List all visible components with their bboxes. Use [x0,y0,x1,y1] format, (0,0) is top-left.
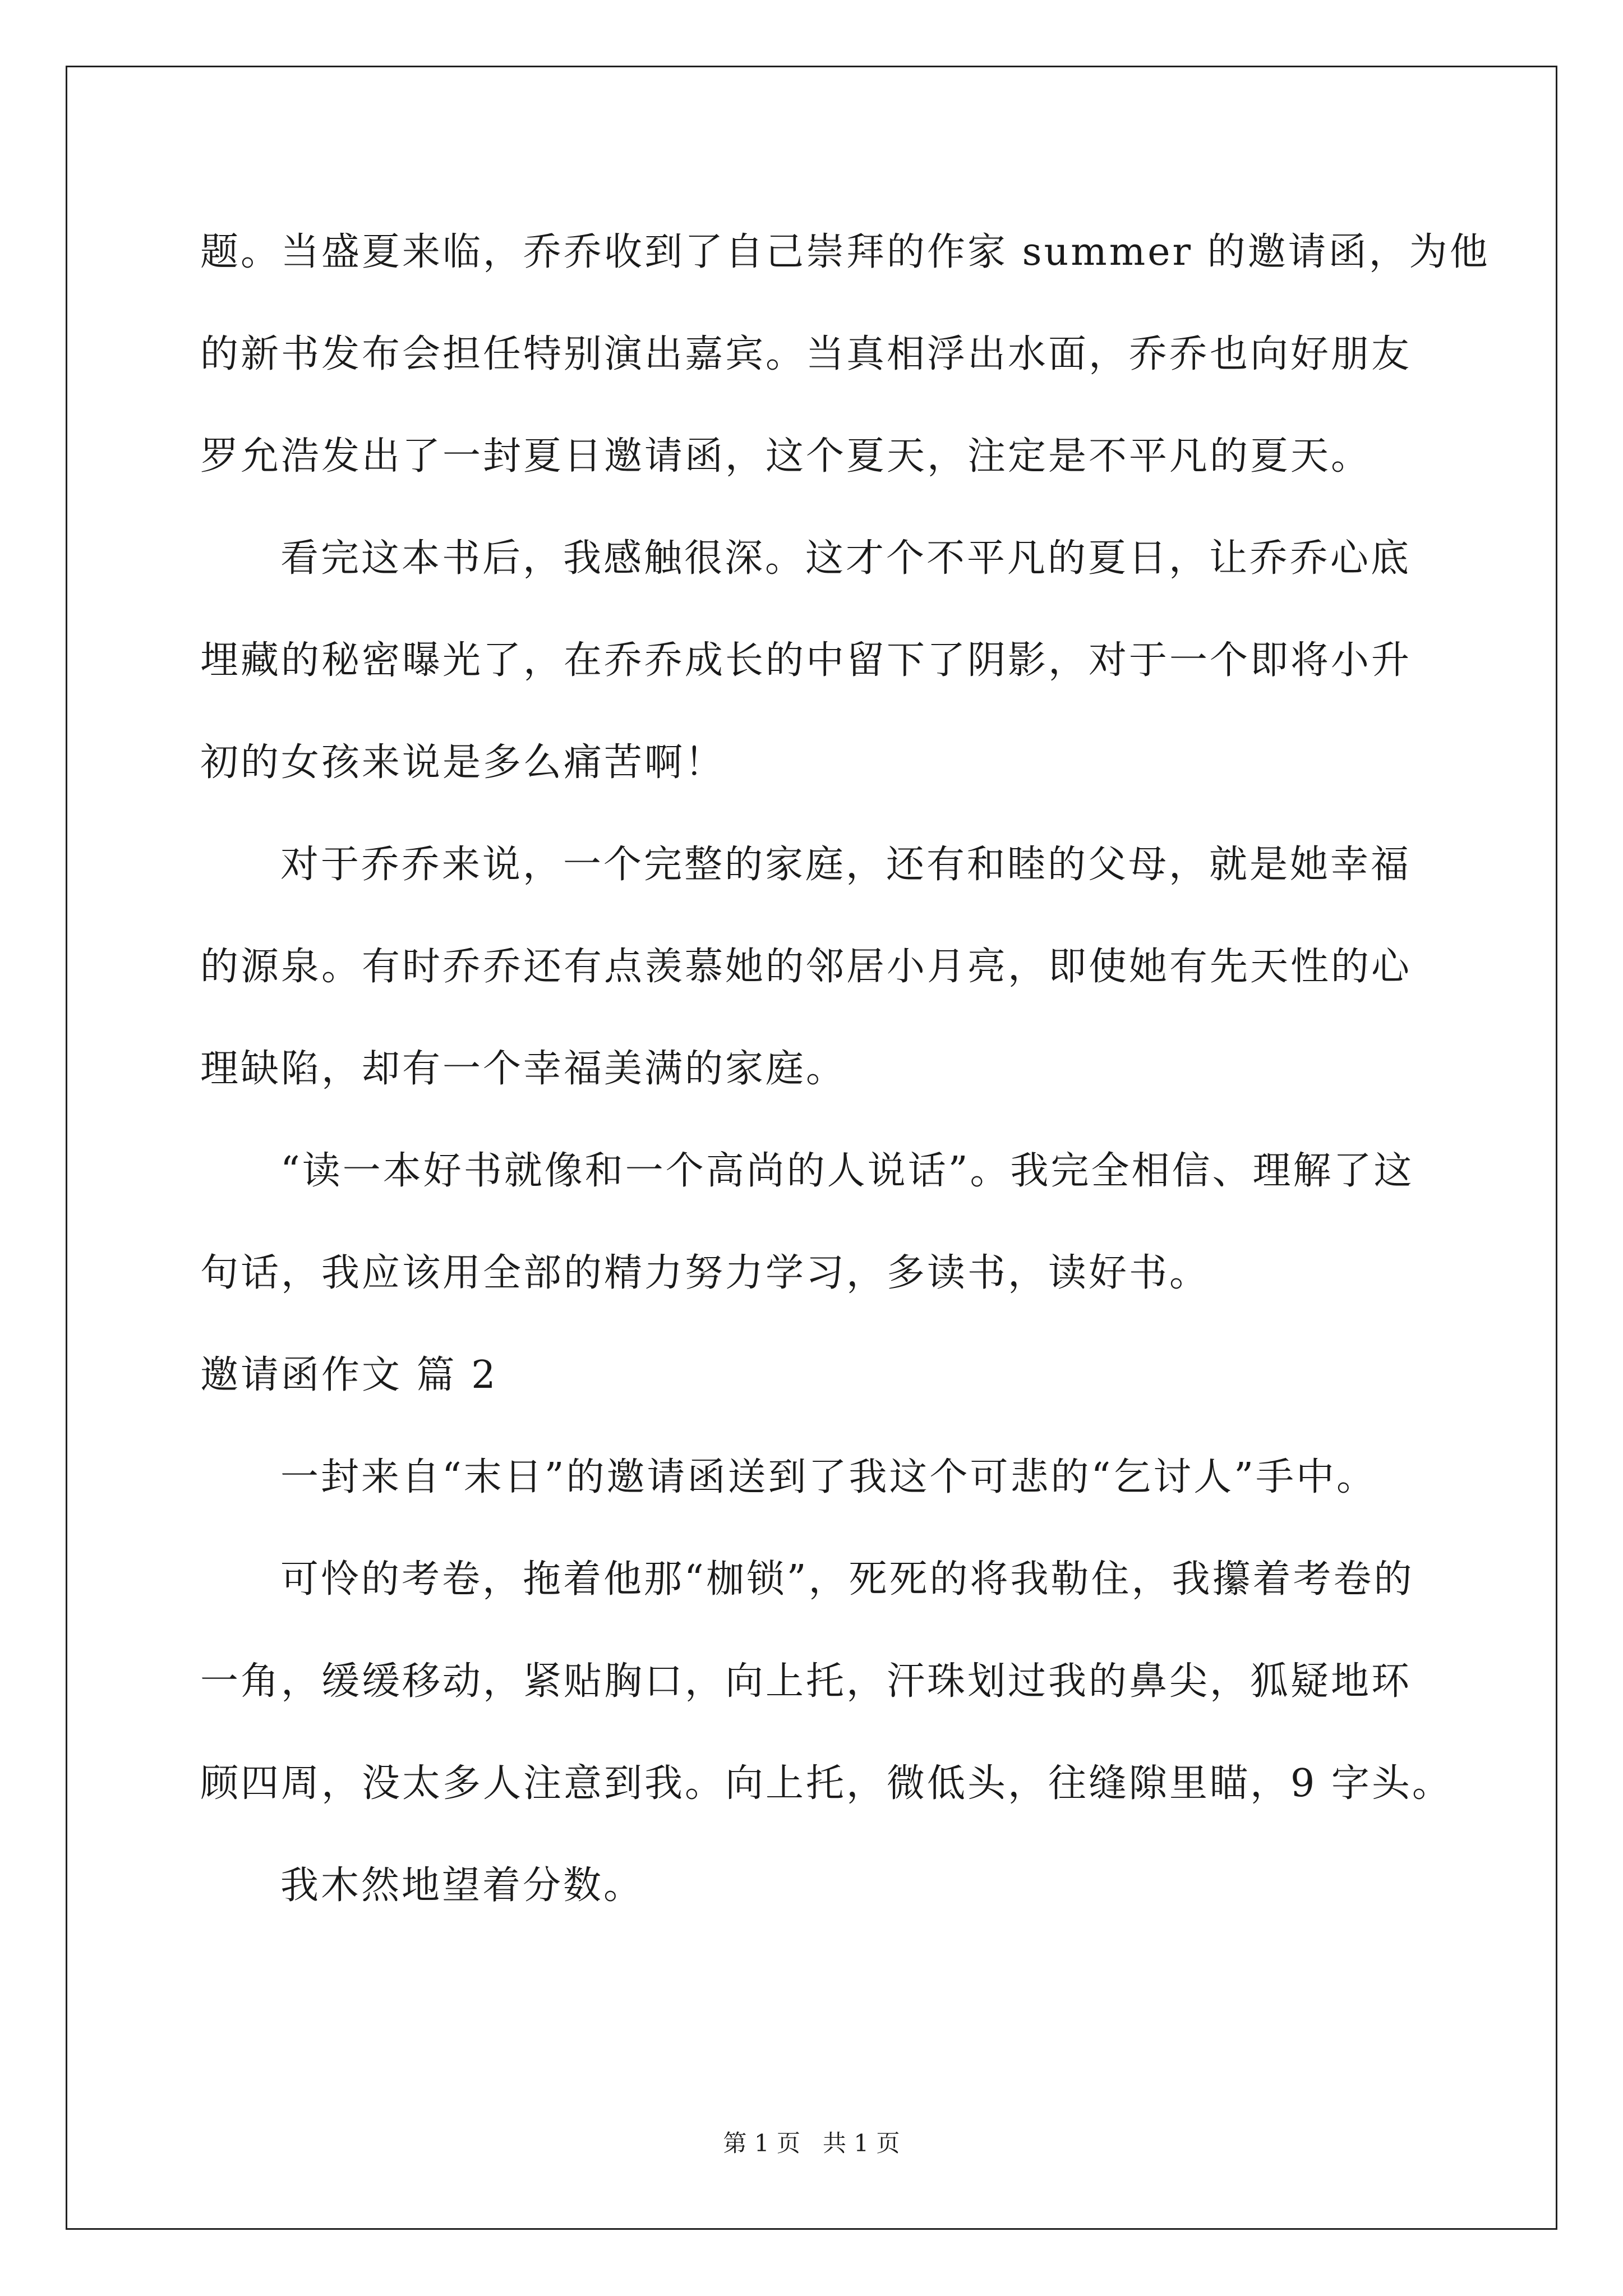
paragraph-line: 我木然地望着分数。 [280,1864,644,1908]
paragraph-line: “读一本好书就像和一个高尚的人说话”。我完全相信、理解了这 [280,1149,1414,1193]
paragraph-line: 可怜的考卷，拖着他那“枷锁”，死死的将我勒住，我攥着考卷的 [280,1557,1414,1602]
paragraph-line: 看完这本书后，我感触很深。这才个不平凡的夏日，让乔乔心底 [280,536,1412,581]
paragraph-line: 埋藏的秘密曝光了，在乔乔成长的中留下了阴影，对于一个即将小升 [200,638,1412,683]
paragraph-line: 理缺陷，却有一个幸福美满的家庭。 [200,1047,847,1091]
paragraph-line: 题。当盛夏来临，乔乔收到了自己崇拜的作家 summer 的邀请函，为他 [200,230,1490,274]
section-heading: 邀请函作文 篇 2 [200,1353,498,1397]
page-footer: 第 1 页 共 1 页 [723,2129,900,2157]
paragraph-line: 罗允浩发出了一封夏日邀请函，这个夏天，注定是不平凡的夏天。 [200,434,1372,478]
paragraph-line: 的新书发布会担任特别演出嘉宾。当真相浮出水面，乔乔也向好朋友 [200,332,1412,376]
paragraph-line: 一角，缓缓移动，紧贴胸口，向上托，汗珠划过我的鼻尖，狐疑地环 [200,1659,1412,1704]
paragraph-line: 顾四周，没太多人注意到我。向上托，微低头，往缝隙里瞄，9 字头。 [200,1761,1453,1806]
paragraph-line: 句话，我应该用全部的精力努力学习，多读书，读好书。 [200,1251,1210,1295]
paragraph-line: 的源泉。有时乔乔还有点羡慕她的邻居小月亮，即使她有先天性的心 [200,945,1412,989]
paragraph-line: 对于乔乔来说，一个完整的家庭，还有和睦的父母，就是她幸福 [280,843,1412,887]
paragraph-line: 一封来自“末日”的邀请函送到了我这个可悲的“乞讨人”手中。 [280,1455,1377,1499]
paragraph-line: 初的女孩来说是多么痛苦啊！ [200,740,726,785]
